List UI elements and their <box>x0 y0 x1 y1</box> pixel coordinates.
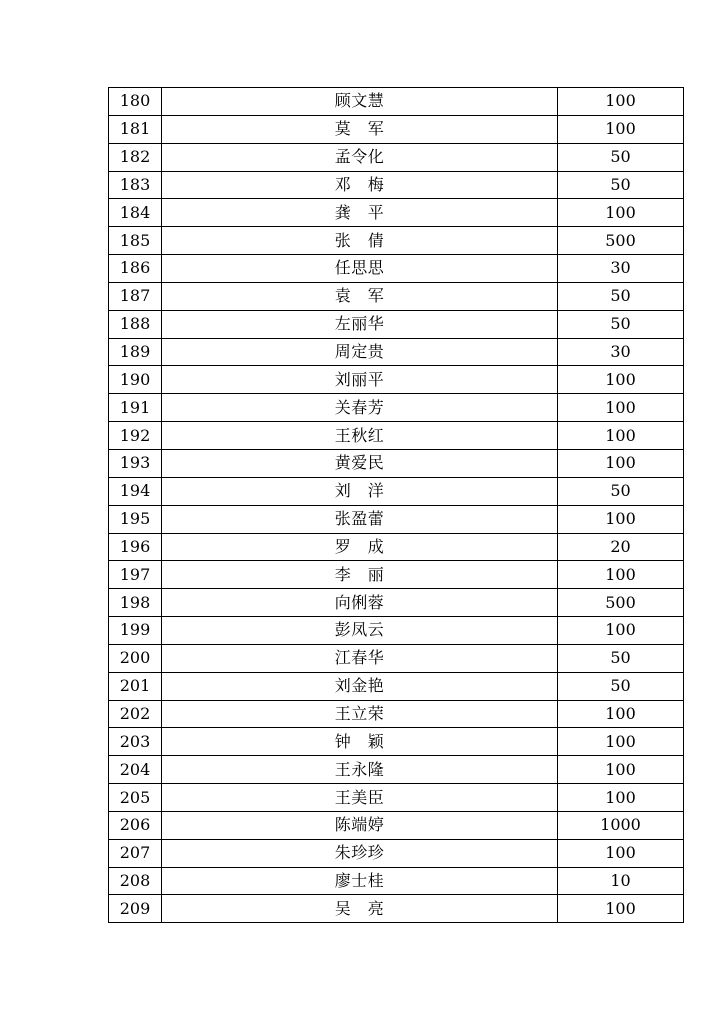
row-number: 190 <box>109 366 162 394</box>
row-number: 202 <box>109 700 162 728</box>
donation-amount: 100 <box>558 784 684 812</box>
donor-name: 龚 平 <box>162 199 558 227</box>
row-number: 209 <box>109 895 162 923</box>
donor-name: 彭凤云 <box>162 617 558 645</box>
table-row <box>109 171 684 199</box>
table-row <box>109 449 684 477</box>
row-number: 189 <box>109 338 162 366</box>
table-row <box>109 477 684 505</box>
donation-amount: 10 <box>558 867 684 895</box>
donation-amount: 100 <box>558 617 684 645</box>
table-row <box>109 784 684 812</box>
donation-amount: 100 <box>558 88 684 116</box>
table-row <box>109 728 684 756</box>
row-number: 180 <box>109 88 162 116</box>
row-number: 182 <box>109 143 162 171</box>
row-number: 192 <box>109 422 162 450</box>
donation-amount: 100 <box>558 505 684 533</box>
donation-amount: 100 <box>558 728 684 756</box>
donor-name: 莫 军 <box>162 115 558 143</box>
donation-amount: 50 <box>558 644 684 672</box>
table-row <box>109 338 684 366</box>
donor-name: 张盈蕾 <box>162 505 558 533</box>
row-number: 208 <box>109 867 162 895</box>
table-row <box>109 394 684 422</box>
donation-amount: 100 <box>558 199 684 227</box>
table-row <box>109 143 684 171</box>
donor-name: 王立荣 <box>162 700 558 728</box>
row-number: 198 <box>109 589 162 617</box>
donor-name: 李 丽 <box>162 561 558 589</box>
donor-name: 邓 梅 <box>162 171 558 199</box>
row-number: 185 <box>109 227 162 255</box>
donation-amount: 50 <box>558 282 684 310</box>
donor-name: 张 倩 <box>162 227 558 255</box>
donor-name: 袁 军 <box>162 282 558 310</box>
table-row <box>109 115 684 143</box>
donation-amount: 100 <box>558 839 684 867</box>
table-row <box>109 88 684 116</box>
donation-amount: 30 <box>558 255 684 283</box>
table-row <box>109 895 684 923</box>
donor-name: 顾文慧 <box>162 88 558 116</box>
table-row <box>109 644 684 672</box>
table-row <box>109 199 684 227</box>
donor-name: 黄爱民 <box>162 449 558 477</box>
table-row <box>109 366 684 394</box>
table-row <box>109 310 684 338</box>
donor-name: 刘 洋 <box>162 477 558 505</box>
row-number: 187 <box>109 282 162 310</box>
row-number: 181 <box>109 115 162 143</box>
donor-name: 王美臣 <box>162 784 558 812</box>
table-row <box>109 589 684 617</box>
row-number: 195 <box>109 505 162 533</box>
donation-amount: 100 <box>558 756 684 784</box>
donation-amount: 100 <box>558 449 684 477</box>
row-number: 196 <box>109 533 162 561</box>
donor-name: 左丽华 <box>162 310 558 338</box>
row-number: 193 <box>109 449 162 477</box>
donation-amount: 50 <box>558 310 684 338</box>
donor-name: 陈端婷 <box>162 811 558 839</box>
row-number: 199 <box>109 617 162 645</box>
row-number: 197 <box>109 561 162 589</box>
table-row <box>109 282 684 310</box>
donation-amount: 100 <box>558 561 684 589</box>
donor-name: 吴 亮 <box>162 895 558 923</box>
donation-table-body <box>109 88 684 923</box>
donor-name: 向俐蓉 <box>162 589 558 617</box>
donation-amount: 50 <box>558 171 684 199</box>
table-row <box>109 533 684 561</box>
row-number: 201 <box>109 672 162 700</box>
donation-amount: 100 <box>558 115 684 143</box>
table-row <box>109 672 684 700</box>
donation-amount: 50 <box>558 143 684 171</box>
table-row <box>109 811 684 839</box>
row-number: 206 <box>109 811 162 839</box>
table-row <box>109 422 684 450</box>
row-number: 191 <box>109 394 162 422</box>
row-number: 203 <box>109 728 162 756</box>
table-row <box>109 617 684 645</box>
row-number: 205 <box>109 784 162 812</box>
table-row <box>109 561 684 589</box>
donation-amount: 20 <box>558 533 684 561</box>
table-row <box>109 867 684 895</box>
donation-amount: 500 <box>558 589 684 617</box>
donation-amount: 50 <box>558 672 684 700</box>
donor-name: 江春华 <box>162 644 558 672</box>
donor-name: 孟令化 <box>162 143 558 171</box>
donor-name: 王秋红 <box>162 422 558 450</box>
table-row <box>109 227 684 255</box>
donor-name: 任思思 <box>162 255 558 283</box>
donor-name: 罗 成 <box>162 533 558 561</box>
donation-amount: 100 <box>558 366 684 394</box>
table-row <box>109 839 684 867</box>
donation-amount: 30 <box>558 338 684 366</box>
donor-name: 刘丽平 <box>162 366 558 394</box>
donor-name: 朱珍珍 <box>162 839 558 867</box>
donation-amount: 100 <box>558 700 684 728</box>
donation-amount: 100 <box>558 394 684 422</box>
table-row <box>109 255 684 283</box>
donation-amount: 500 <box>558 227 684 255</box>
row-number: 200 <box>109 644 162 672</box>
donor-name: 关春芳 <box>162 394 558 422</box>
row-number: 194 <box>109 477 162 505</box>
donor-name: 刘金艳 <box>162 672 558 700</box>
donor-name: 王永隆 <box>162 756 558 784</box>
donor-name: 廖士桂 <box>162 867 558 895</box>
donation-table <box>108 87 684 923</box>
row-number: 183 <box>109 171 162 199</box>
row-number: 184 <box>109 199 162 227</box>
donation-amount: 1000 <box>558 811 684 839</box>
row-number: 207 <box>109 839 162 867</box>
donation-amount: 100 <box>558 895 684 923</box>
table-row <box>109 505 684 533</box>
donation-amount: 50 <box>558 477 684 505</box>
row-number: 186 <box>109 255 162 283</box>
donation-amount: 100 <box>558 422 684 450</box>
row-number: 188 <box>109 310 162 338</box>
table-row <box>109 700 684 728</box>
row-number: 204 <box>109 756 162 784</box>
table-row <box>109 756 684 784</box>
donor-name: 钟 颖 <box>162 728 558 756</box>
donor-name: 周定贵 <box>162 338 558 366</box>
